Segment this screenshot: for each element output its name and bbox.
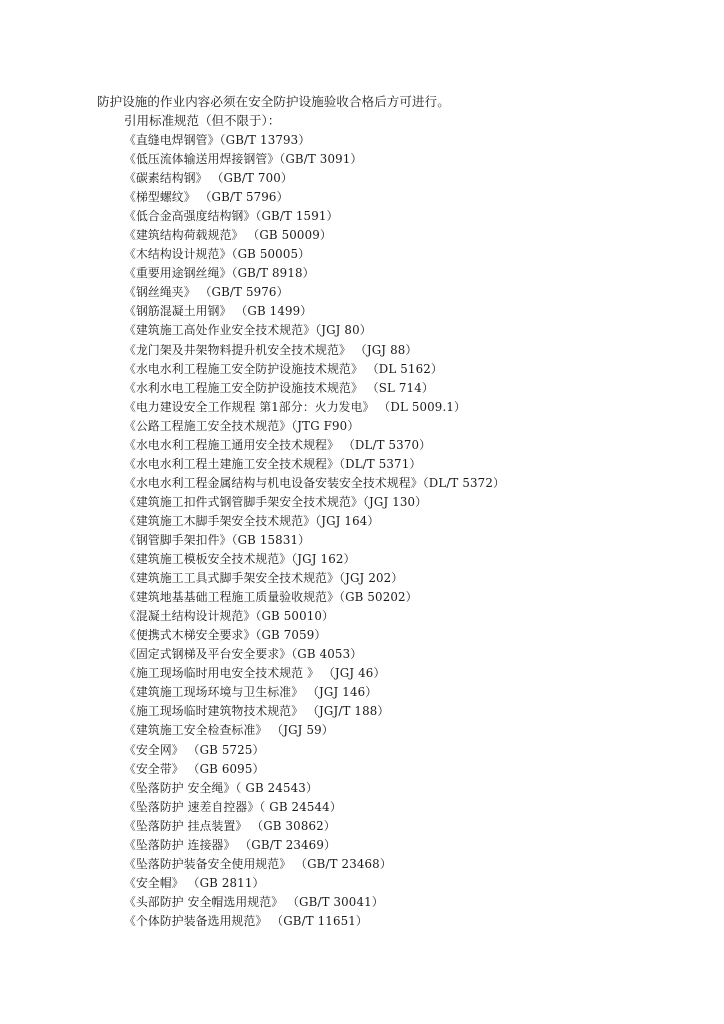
standard-list-item: 《建筑施工高处作业安全技术规范》（JGJ 80） <box>124 323 372 338</box>
standard-list-item: 《便携式木梯安全要求》（GB 7059） <box>124 628 327 643</box>
standard-list-item: 《头部防护 安全帽选用规范》 （GB/T 30041） <box>124 894 384 909</box>
standard-list-item: 《水利水电工程施工安全防护设施技术规范》 （SL 714） <box>124 380 434 395</box>
standard-list-item: 《坠落防护 连接器》 （GB/T 23469） <box>124 837 336 852</box>
standard-list-item: 《坠落防护装备安全使用规范》 （GB/T 23468） <box>124 856 392 871</box>
standard-list-item: 《建筑施工模板安全技术规范》（JGJ 162） <box>124 552 356 567</box>
standard-list-item: 《水电水利工程施工通用安全技术规程》 （DL/T 5370） <box>124 437 432 452</box>
standard-list-item: 《固定式钢梯及平台安全要求》（GB 4053） <box>124 647 363 662</box>
standards-list <box>124 131 505 931</box>
standard-list-item: 《公路工程施工安全技术规范》（JTG F90） <box>124 418 360 433</box>
standard-list-item: 《建筑施工木脚手架安全技术规范》（JGJ 164） <box>124 513 380 528</box>
standard-list-item: 《水电水利工程土建施工安全技术规程》（DL/T 5371） <box>124 456 422 471</box>
standard-list-item: 《施工现场临时建筑物技术规范》 （JGJ/T 188） <box>124 704 390 719</box>
standard-list-item: 《建筑施工扣件式钢管脚手架安全技术规范》（JGJ 130） <box>124 494 428 509</box>
standard-list-item: 《个体防护装备选用规范》 （GB/T 11651） <box>124 913 368 928</box>
standard-list-item: 《坠落防护 挂点装置》 （GB 30862） <box>124 818 336 833</box>
standard-list-item: 《建筑施工现场环境与卫生标准》 （JGJ 146） <box>124 685 378 700</box>
standard-list-item: 《梯型螺纹》 （GB/T 5796） <box>124 190 289 205</box>
intro-paragraph: 防护设施的作业内容必须在安全防护设施验收合格后方可进行。 <box>97 94 450 109</box>
standard-list-item: 《建筑施工安全检查标准》 （JGJ 59） <box>124 723 334 738</box>
standard-list-item: 《施工现场临时用电安全技术规范 》 （JGJ 46） <box>124 666 386 681</box>
standard-list-item: 《低合金高强度结构钢》（GB/T 1591） <box>124 209 339 224</box>
standard-list-item: 《钢丝绳夹》 （GB/T 5976） <box>124 285 289 300</box>
standard-list-item: 《安全网》 （GB 5725） <box>124 742 265 757</box>
standard-list-item: 《电力建设安全工作规程 第1部分：火力发电》 （DL 5009.1） <box>124 399 466 414</box>
standard-list-item: 《碳素结构钢》 （GB/T 700） <box>124 171 293 186</box>
standard-list-item: 《水电水利工程金属结构与机电设备安装安全技术规程》（DL/T 5372） <box>124 475 505 490</box>
standard-list-item: 《建筑地基基础工程施工质量验收规范》（GB 50202） <box>124 590 418 605</box>
standard-list-item: 《坠落防护 速差自控器》（ GB 24544） <box>124 799 342 814</box>
standard-list-item: 《直缝电焊钢管》（GB/T 13793） <box>124 133 311 147</box>
standard-list-item: 《安全帽》 （GB 2811） <box>124 875 265 890</box>
standard-list-item: 《龙门架及井架物料提升机安全技术规范》 （JGJ 88） <box>124 342 418 357</box>
standard-list-item: 《建筑结构荷载规范》 （GB 50009） <box>124 228 332 243</box>
standard-list-item: 《安全带》 （GB 6095） <box>124 761 265 776</box>
standard-list-item: 《建筑施工工具式脚手架安全技术规范》（JGJ 202） <box>124 571 404 586</box>
standard-list-item: 《重要用途钢丝绳》（GB/T 8918） <box>124 266 315 281</box>
standard-list-item: 《混凝土结构设计规范》（GB 50010） <box>124 609 334 624</box>
standard-list-item: 《坠落防护 安全绳》（ GB 24543） <box>124 780 318 795</box>
standard-list-item: 《低压流体输送用焊接钢管》（GB/T 3091） <box>124 152 363 167</box>
standard-list-item: 《水电水利工程施工安全防护设施技术规范》 （DL 5162） <box>124 361 443 376</box>
references-heading: 引用标准规范（但不限于）： <box>124 113 281 128</box>
standard-list-item: 《钢管脚手架扣件》（GB 15831） <box>124 532 311 547</box>
standard-list-item: 《木结构设计规范》（GB 50005） <box>124 247 311 262</box>
standard-list-item: 《钢筋混凝土用钢》 （GB 1499） <box>124 304 313 319</box>
